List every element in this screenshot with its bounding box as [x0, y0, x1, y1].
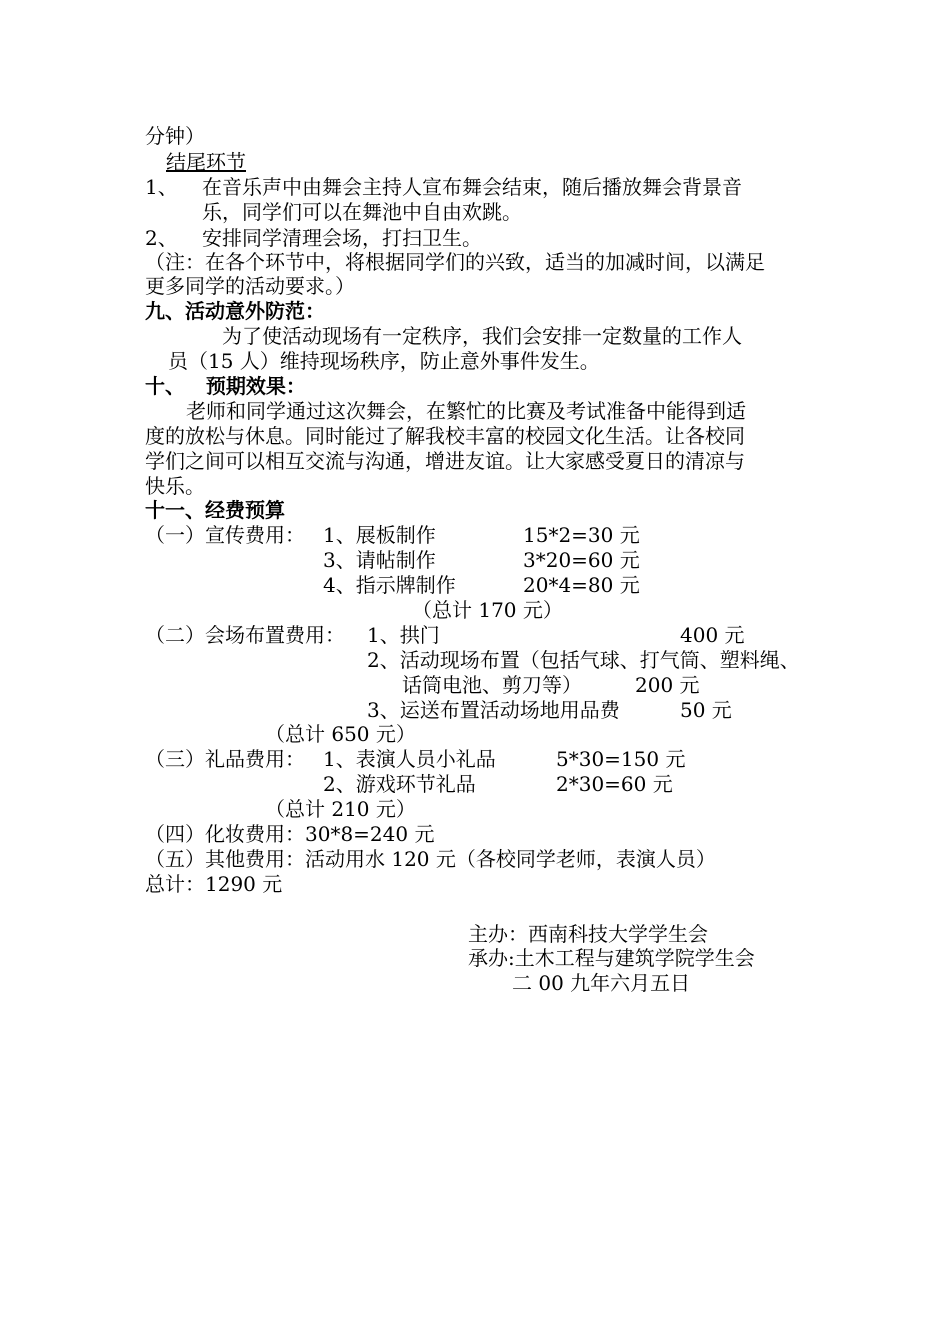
section10-line2: 度的放松与休息。同时能过了解我校丰富的校园文化生活。让各校同 [145, 424, 745, 448]
footer-organizer: 承办:土木工程与建筑学院学生会 [468, 946, 755, 970]
section9-line1: 为了使活动现场有一定秩序，我们会安排一定数量的工作人 [222, 324, 742, 348]
closing-heading: 结尾环节 [166, 150, 246, 174]
closing-item2-number: 2、 [145, 226, 178, 250]
publicity-item-cost: 15*2=30 元 [523, 523, 640, 547]
section10-line3: 学们之间可以相互交流与沟通，增进友谊。让大家感受夏日的清凉与 [145, 449, 745, 473]
venue-item1-name: 1、拱门 [367, 623, 440, 647]
gifts-subtotal: （总计 210 元） [265, 797, 416, 821]
venue-item2-line2: 话筒电池、剪刀等） [402, 673, 582, 697]
publicity-item-name: 3、请帖制作 [323, 548, 436, 572]
publicity-label: （一）宣传费用： [145, 523, 305, 547]
section10-line4: 快乐。 [145, 474, 205, 498]
gifts-item-cost: 2*30=60 元 [556, 772, 673, 796]
venue-item1-cost: 400 元 [680, 623, 745, 647]
closing-note-line1: （注：在各个环节中，将根据同学们的兴致，适当的加减时间，以满足 [145, 250, 765, 274]
section10-line1: 老师和同学通过这次舞会，在繁忙的比赛及考试准备中能得到适 [186, 399, 746, 423]
publicity-item-name: 4、指示牌制作 [323, 573, 456, 597]
section9-heading: 九、活动意外防范： [145, 299, 325, 323]
gifts-item-name: 1、表演人员小礼品 [323, 747, 496, 771]
closing-item1-line1: 在音乐声中由舞会主持人宣布舞会结束，随后播放舞会背景音 [202, 175, 742, 199]
venue-item2-cost: 200 元 [635, 673, 700, 697]
publicity-item-name: 1、展板制作 [323, 523, 436, 547]
other-cost: （五）其他费用：活动用水 120 元（各校同学老师，表演人员） [145, 847, 716, 871]
publicity-subtotal: （总计 170 元） [412, 598, 563, 622]
publicity-item-cost: 20*4=80 元 [523, 573, 640, 597]
venue-subtotal: （总计 650 元） [265, 722, 416, 746]
footer-date: 二 00 九年六月五日 [512, 971, 691, 995]
publicity-item-cost: 3*20=60 元 [523, 548, 640, 572]
footer-host: 主办：西南科技大学学生会 [468, 922, 708, 946]
closing-note-line2: 更多同学的活动要求。） [145, 274, 355, 298]
venue-item3-cost: 50 元 [680, 698, 732, 722]
venue-label: （二）会场布置费用： [145, 623, 345, 647]
venue-item3-name: 3、运送布置活动场地用品费 [367, 698, 620, 722]
venue-item2-line1: 2、活动现场布置（包括气球、打气筒、塑料绳、 [367, 648, 800, 672]
closing-item2-text: 安排同学清理会场，打扫卫生。 [202, 226, 482, 250]
closing-item1-line2: 乐，同学们可以在舞池中自由欢跳。 [202, 200, 522, 224]
makeup-cost: （四）化妆费用：30*8=240 元 [145, 822, 435, 846]
section11-heading: 十一、经费预算 [145, 498, 285, 522]
section9-line2: 员（15 人）维持现场秩序，防止意外事件发生。 [168, 349, 600, 373]
section10-heading: 十、 预期效果： [145, 374, 306, 398]
gifts-item-cost: 5*30=150 元 [556, 747, 686, 771]
gifts-label: （三）礼品费用： [145, 747, 305, 771]
intro-fragment: 分钟） [145, 124, 205, 148]
grand-total: 总计：1290 元 [145, 872, 283, 896]
closing-item1-number: 1、 [145, 175, 178, 199]
gifts-item-name: 2、游戏环节礼品 [323, 772, 476, 796]
